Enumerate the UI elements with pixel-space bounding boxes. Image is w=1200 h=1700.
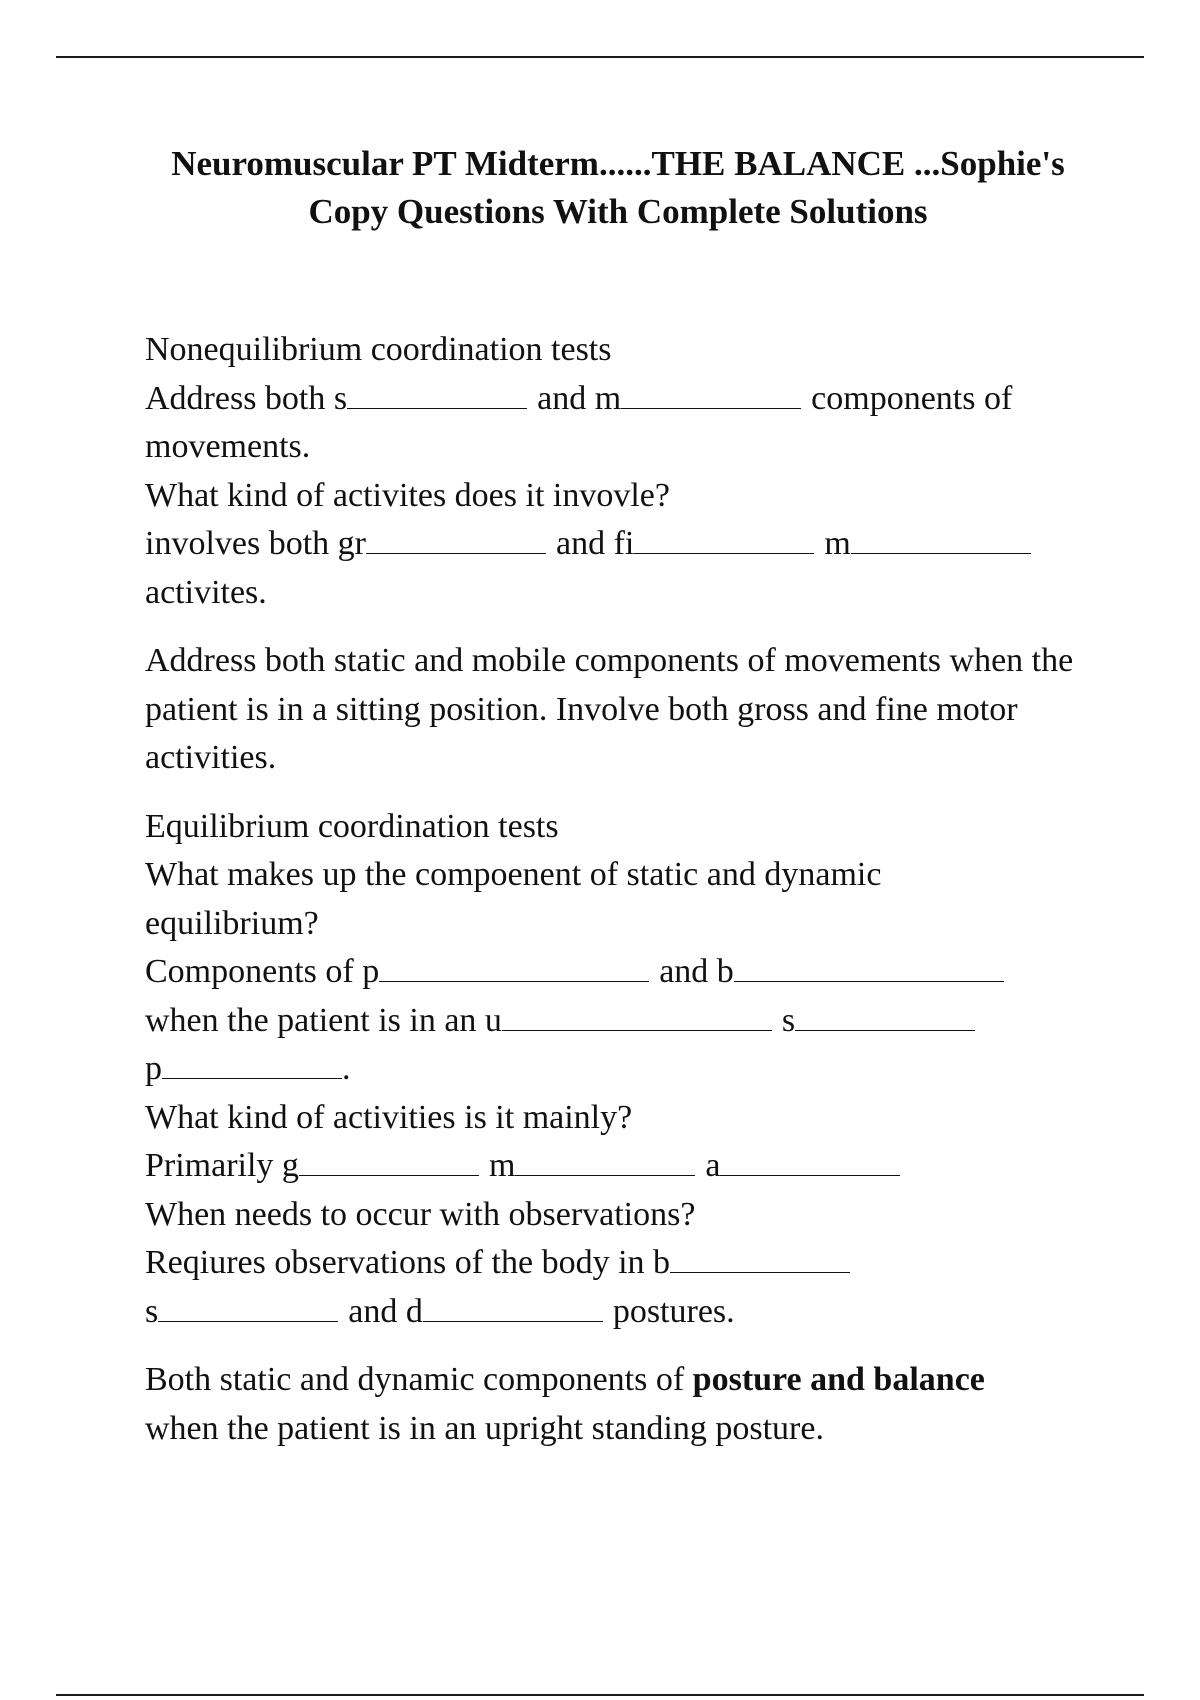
- card-2-q6-line2: s and d postures.: [145, 1292, 735, 1330]
- card-1-q3: involves both gr and fi m: [145, 520, 1105, 569]
- fill-blank: [670, 1242, 850, 1273]
- card-1-q3-end: activites.: [145, 573, 267, 611]
- fill-blank: [795, 1000, 975, 1031]
- fill-blank: [158, 1291, 338, 1322]
- fill-blank: [720, 1145, 900, 1176]
- header-rule: [56, 56, 1144, 58]
- fill-blank: [366, 523, 546, 554]
- document-title: [100, 140, 1136, 236]
- answer-emphasis: posture and balance: [692, 1361, 985, 1398]
- card-1-q1: Address both s and m components of: [145, 379, 1013, 417]
- card-2-q2: Components of p and b: [145, 948, 1105, 997]
- card-2-q5: When needs to occur with observations?: [145, 1195, 696, 1233]
- card-2-q1: What makes up the compoenent of static and dynamic equilibrium?: [145, 856, 882, 942]
- card-2-answer: [145, 1356, 1105, 1453]
- card-2-term: Equilibrium coordination tests: [145, 807, 559, 845]
- fill-blank: [515, 1145, 695, 1176]
- fill-blank: [502, 1000, 772, 1031]
- card-2-q2-line2: when the patient is in an u s: [145, 997, 1105, 1046]
- card-2-q2-line3: p .: [145, 1050, 351, 1087]
- title-line-1: Neuromuscular PT Midterm......THE BALANCE ...Sophie's: [171, 144, 1065, 183]
- card-1-answer-text: Address both static and mobile components of movements when the patient is in a sitting position. Involve both gross and fine motor activities.: [145, 642, 1074, 776]
- card-1-q1-end: movements.: [145, 428, 311, 465]
- fill-blank: [634, 523, 814, 554]
- card-1-question: [145, 326, 1105, 617]
- card-1-q2: What kind of activites does it invovle?: [145, 476, 670, 514]
- card-2-question: [145, 803, 1105, 1337]
- card-2-q6: Reqiures observations of the body in b: [145, 1239, 1105, 1288]
- fill-blank: [734, 951, 1004, 982]
- title-line-2: Copy Questions With Complete Solutions: [308, 192, 928, 231]
- card-2-answer-text: Both static and dynamic components of posture and balance when the patient is in an upright standing posture.: [145, 1361, 985, 1447]
- card-2-q4: Primarily g m a: [145, 1142, 1105, 1191]
- document-body: [145, 326, 1105, 1453]
- fill-blank: [423, 1291, 603, 1322]
- footer-rule: [56, 1694, 1144, 1696]
- fill-blank: [621, 378, 801, 409]
- fill-blank: [162, 1048, 342, 1079]
- card-1-answer: [145, 637, 1105, 783]
- fill-blank: [299, 1145, 479, 1176]
- fill-blank: [851, 523, 1031, 554]
- card-2-q3: What kind of activities is it mainly?: [145, 1098, 633, 1136]
- fill-blank: [379, 951, 649, 982]
- card-1-term: Nonequilibrium coordination tests: [145, 331, 612, 368]
- fill-blank: [347, 378, 527, 409]
